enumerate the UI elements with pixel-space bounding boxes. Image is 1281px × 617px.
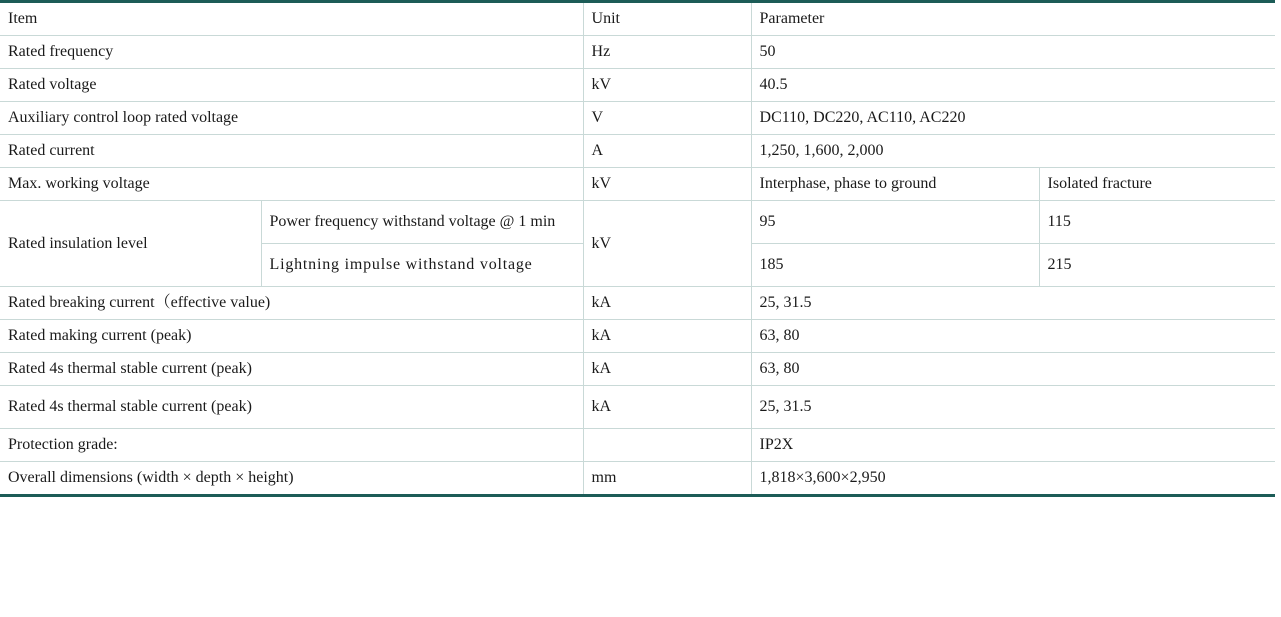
header-unit: Unit <box>583 2 751 36</box>
row-value: 1,818×3,600×2,950 <box>751 462 1275 496</box>
row-unit: kA <box>583 320 751 353</box>
insulation-unit: kV <box>583 201 751 287</box>
lightning-impulse-label: Lightning impulse withstand voltage <box>261 244 583 287</box>
row-item: Auxiliary control loop rated voltage <box>0 102 583 135</box>
power-frequency-label: Power frequency withstand voltage @ 1 min <box>261 201 583 244</box>
row-unit: kA <box>583 353 751 386</box>
row-unit: kA <box>583 287 751 320</box>
row-item: Rated current <box>0 135 583 168</box>
row-unit: kV <box>583 69 751 102</box>
row-unit: kV <box>583 168 751 201</box>
row-value: 63, 80 <box>751 320 1275 353</box>
column-isolated-label: Isolated fracture <box>1039 168 1275 201</box>
column-interphase-label: Interphase, phase to ground <box>751 168 1039 201</box>
table-row <box>0 168 1275 201</box>
table-row <box>0 429 1275 462</box>
row-item: Overall dimensions (width × depth × height) <box>0 462 583 496</box>
row-item: Rated making current (peak) <box>0 320 583 353</box>
row-value: 1,250, 1,600, 2,000 <box>751 135 1275 168</box>
table-row <box>0 462 1275 496</box>
table-row <box>0 69 1275 102</box>
table-row <box>0 36 1275 69</box>
table-row <box>0 353 1275 386</box>
row-value: 40.5 <box>751 69 1275 102</box>
row-item: Rated voltage <box>0 69 583 102</box>
row-value: DC110, DC220, AC110, AC220 <box>751 102 1275 135</box>
table-row <box>0 287 1275 320</box>
lightning-interphase: 185 <box>751 244 1039 287</box>
row-unit <box>583 429 751 462</box>
row-item: Rated frequency <box>0 36 583 69</box>
table-row <box>0 102 1275 135</box>
row-unit: mm <box>583 462 751 496</box>
table-row <box>0 135 1275 168</box>
row-item: Rated 4s thermal stable current (peak) <box>0 386 583 429</box>
row-unit: V <box>583 102 751 135</box>
insulation-item: Rated insulation level <box>0 201 261 287</box>
row-unit: kA <box>583 386 751 429</box>
table-row <box>0 386 1275 429</box>
row-item: Protection grade: <box>0 429 583 462</box>
header-parameter: Parameter <box>751 2 1275 36</box>
header-item: Item <box>0 2 583 36</box>
row-value: 25, 31.5 <box>751 386 1275 429</box>
power-frequency-interphase: 95 <box>751 201 1039 244</box>
row-value: 25, 31.5 <box>751 287 1275 320</box>
power-frequency-isolated: 115 <box>1039 201 1275 244</box>
row-value: 50 <box>751 36 1275 69</box>
table-row <box>0 201 1275 244</box>
row-value: 63, 80 <box>751 353 1275 386</box>
table-header-row <box>0 2 1275 36</box>
row-value: IP2X <box>751 429 1275 462</box>
row-unit: A <box>583 135 751 168</box>
row-item: Rated 4s thermal stable current (peak) <box>0 353 583 386</box>
lightning-isolated: 215 <box>1039 244 1275 287</box>
row-item: Rated breaking current（effective value) <box>0 287 583 320</box>
table-row <box>0 320 1275 353</box>
row-item: Max. working voltage <box>0 168 583 201</box>
row-unit: Hz <box>583 36 751 69</box>
